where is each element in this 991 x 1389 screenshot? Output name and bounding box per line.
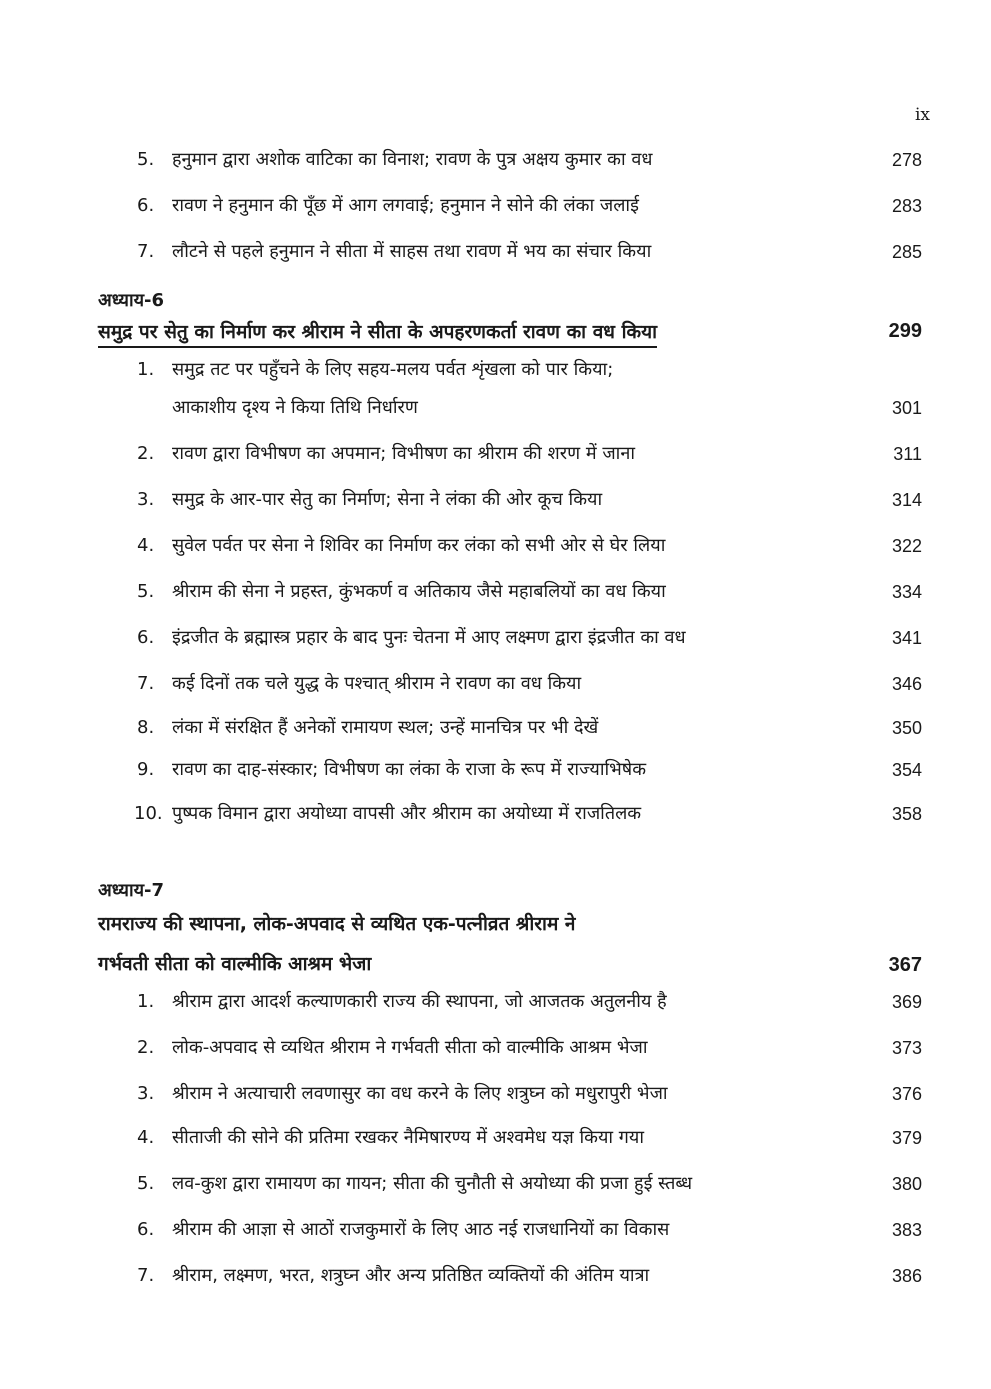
chapter-title — [98, 312, 657, 352]
entry-title: समुद्र तट पर पहुँचने के लिए सहय-मलय पर्वत शृंखला को पार किया; — [172, 359, 614, 380]
entry-number: 5. — [137, 581, 155, 602]
entry-page: 301 — [891, 398, 922, 418]
entry-title: लोक-अपवाद से व्यथित श्रीराम ने गर्भवती सीता को वाल्मीकि आश्रम भेजा — [172, 1037, 648, 1058]
entry-number: 7. — [137, 1265, 155, 1286]
entry-page: 350 — [891, 718, 922, 738]
entry-title: हनुमान द्वारा अशोक वाटिका का विनाश; रावण के पुत्र अक्षय कुमार का वध — [172, 149, 653, 170]
entry-page: 314 — [891, 490, 922, 510]
entry-title: समुद्र के आर-पार सेतु का निर्माण; सेना ने लंका की ओर कूच किया — [172, 489, 603, 510]
entry-title: श्रीराम की सेना ने प्रहस्त, कुंभकर्ण व अतिकाय जैसे महाबलियों का वध किया — [172, 581, 666, 602]
entry-page: 379 — [891, 1128, 922, 1148]
chapter-title-line2: गर्भवती सीता को वाल्मीकि आश्रम भेजा — [98, 953, 372, 975]
chapter-page: 299 — [888, 320, 922, 342]
entry-title: लौटने से पहले हनुमान ने सीता में साहस तथा रावण में भय का संचार किया — [172, 241, 652, 262]
entry-number: 10. — [134, 803, 163, 824]
entry-number: 8. — [137, 717, 155, 738]
entry-number: 7. — [137, 241, 155, 262]
entry-title: श्रीराम द्वारा आदर्श कल्याणकारी राज्य की स्थापना, जो आजतक अतुलनीय है — [172, 991, 667, 1012]
entry-title: सीताजी की सोने की प्रतिमा रखकर नैमिषारण्य में अश्वमेध यज्ञ किया गया — [172, 1127, 645, 1148]
entry-number: 4. — [137, 535, 155, 556]
entry-number: 9. — [137, 759, 155, 780]
entry-page: 383 — [891, 1220, 922, 1240]
entry-number: 1. — [137, 991, 155, 1012]
entry-number: 5. — [137, 1173, 155, 1194]
page-number: ix — [914, 105, 930, 125]
entry-page: 376 — [891, 1084, 922, 1104]
entry-page: 369 — [891, 992, 922, 1012]
entry-title: सुवेल पर्वत पर सेना ने शिविर का निर्माण कर लंका को सभी ओर से घेर लिया — [172, 535, 666, 556]
entry-number: 3. — [137, 489, 155, 510]
entry-page: 334 — [891, 582, 922, 602]
entry-page: 278 — [891, 150, 922, 170]
entry-title: श्रीराम, लक्ष्मण, भरत, शत्रुघ्न और अन्य प्रतिष्ठित व्यक्तियों की अंतिम यात्रा — [172, 1265, 650, 1286]
entry-page: 380 — [891, 1174, 922, 1194]
entry-page: 358 — [891, 804, 922, 824]
entry-page: 354 — [891, 760, 922, 780]
entry-page: 285 — [891, 242, 922, 262]
chapter-title-line1: रामराज्य की स्थापना, लोक-अपवाद से व्यथित एक-पत्नीव्रत श्रीराम ने — [98, 913, 576, 935]
entry-number: 6. — [137, 195, 155, 216]
entry-page: 373 — [891, 1038, 922, 1058]
entry-number: 3. — [137, 1083, 155, 1104]
entry-number: 1. — [137, 359, 155, 380]
entry-title: आकाशीय दृश्य ने किया तिथि निर्धारण — [172, 397, 418, 418]
entry-page: 386 — [891, 1266, 922, 1286]
entry-page: 283 — [891, 196, 922, 216]
entry-page: 346 — [891, 674, 922, 694]
entry-number: 6. — [137, 1219, 155, 1240]
entry-number: 5. — [137, 149, 155, 170]
entry-title: श्रीराम ने अत्याचारी लवणासुर का वध करने के लिए शत्रुघ्न को मधुरापुरी भेजा — [172, 1083, 668, 1104]
entry-title: लंका में संरक्षित हैं अनेकों रामायण स्थल; उन्हें मानचित्र पर भी देखें — [172, 717, 599, 738]
chapter-title-text: समुद्र पर सेतु का निर्माण कर श्रीराम ने सीता के अपहरणकर्ता रावण का वध किया — [98, 321, 657, 348]
entry-page: 311 — [893, 444, 922, 464]
entry-title: लव-कुश द्वारा रामायण का गायन; सीता की चुनौती से अयोध्या की प्रजा हुई स्तब्ध — [172, 1173, 693, 1194]
entry-title: कई दिनों तक चले युद्ध के पश्चात् श्रीराम ने रावण का वध किया — [172, 673, 582, 694]
entry-title: रावण का दाह-संस्कार; विभीषण का लंका के राजा के रूप में राज्याभिषेक — [172, 759, 647, 780]
entry-title: श्रीराम की आज्ञा से आठों राजकुमारों के लिए आठ नई राजधानियों का विकास — [172, 1219, 670, 1240]
entry-number: 7. — [137, 673, 155, 694]
entry-page: 322 — [891, 536, 922, 556]
entry-title: रावण ने हनुमान की पूँछ में आग लगवाई; हनुमान ने सोने की लंका जलाई — [172, 195, 639, 216]
entry-page: 341 — [891, 628, 922, 648]
chapter-page: 367 — [888, 954, 922, 976]
chapter-label: अध्याय-7 — [98, 880, 165, 901]
entry-number: 2. — [137, 443, 155, 464]
entry-number: 4. — [137, 1127, 155, 1148]
entry-title: पुष्पक विमान द्वारा अयोध्या वापसी और श्रीराम का अयोध्या में राजतिलक — [172, 803, 642, 824]
chapter-label: अध्याय-6 — [98, 290, 165, 311]
entry-title: रावण द्वारा विभीषण का अपमान; विभीषण का श्रीराम की शरण में जाना — [172, 443, 635, 464]
entry-number: 6. — [137, 627, 155, 648]
entry-number: 2. — [137, 1037, 155, 1058]
entry-title: इंद्रजीत के ब्रह्मास्त्र प्रहार के बाद पुनः चेतना में आए लक्ष्मण द्वारा इंद्रजीत का वध — [172, 627, 686, 648]
